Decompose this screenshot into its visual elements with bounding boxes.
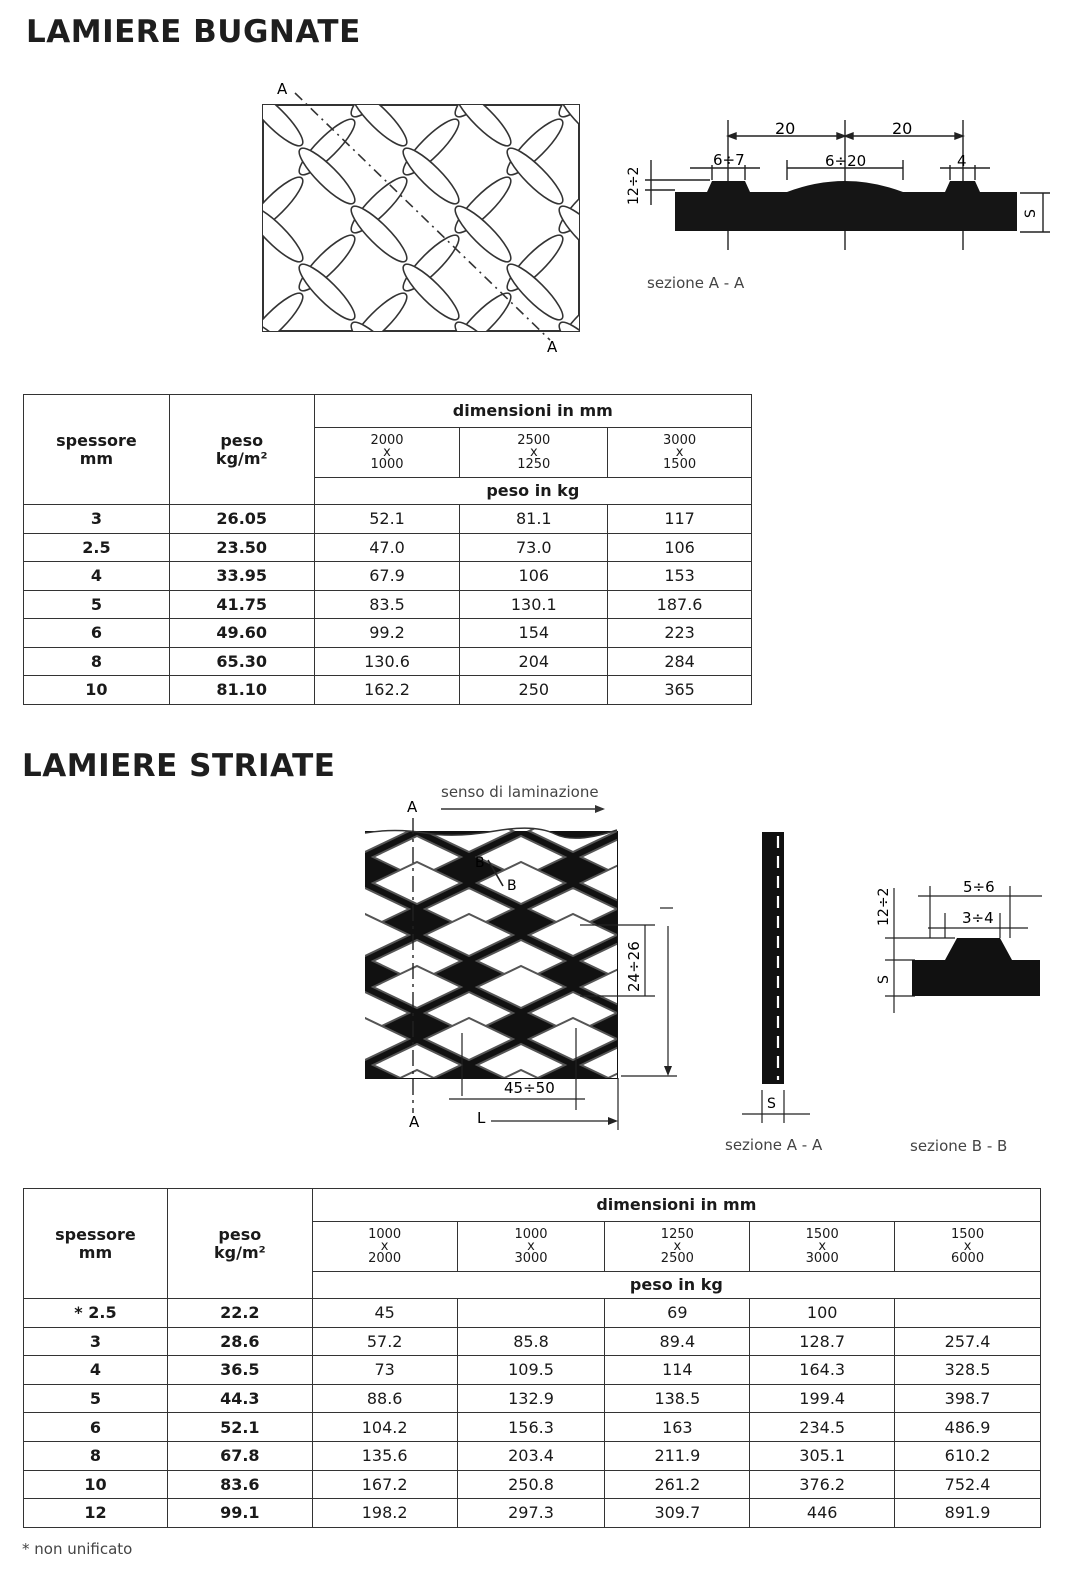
bugnate-cell: 223 [608, 619, 752, 648]
striate-size-4 [895, 1222, 1041, 1272]
bugnate-cell: 83.5 [314, 590, 460, 619]
bugnate-cell: 117 [608, 505, 752, 534]
bugnate-dim-s: S [1023, 209, 1039, 218]
diamond-cell [633, 992, 685, 1034]
plate-label-a-bottom: A [547, 338, 558, 356]
striate-cell: 752.4 [895, 1470, 1041, 1499]
bugnate-cell: 162.2 [314, 676, 460, 705]
bugnate-cell: 33.95 [169, 562, 314, 591]
striate-col-thickness: spessore mm [24, 1189, 168, 1299]
dim-45-50: 45÷50 [504, 1079, 555, 1097]
diamond-cell [355, 836, 357, 878]
striate-cell: 309.7 [605, 1499, 750, 1528]
bugnate-cell: 47.0 [314, 533, 460, 562]
bugnate-dim-6-20: 6÷20 [825, 152, 867, 170]
lentil-boss [293, 345, 361, 358]
striate-size-4-b: 6000 [951, 1250, 985, 1266]
striate-cell: 138.5 [605, 1384, 750, 1413]
striate-table-row [24, 1356, 1041, 1385]
diamond-cell [425, 1122, 513, 1133]
striate-cell: 12 [24, 1499, 168, 1528]
striate-cell: 135.6 [312, 1441, 457, 1470]
striate-table-row [24, 1499, 1041, 1528]
bugnate-cell: 106 [460, 562, 608, 591]
bb-dim-5-6: 5÷6 [963, 878, 995, 896]
bugnate-cell: 250 [460, 676, 608, 705]
striate-size-2-x: x [673, 1238, 682, 1254]
striate-cell: 891.9 [895, 1499, 1041, 1528]
striate-cell: 250.8 [457, 1470, 605, 1499]
striate-size-3 [750, 1222, 895, 1272]
striate-cell: 45 [312, 1299, 457, 1328]
bugnate-cell: 41.75 [169, 590, 314, 619]
striate-size-4-a: 1500 [951, 1226, 985, 1242]
striate-cell: 234.5 [750, 1413, 895, 1442]
bugnate-cell: 4 [24, 562, 170, 591]
striate-weight-header: peso in kg [312, 1272, 1040, 1299]
bugnate-cell: 8 [24, 647, 170, 676]
bugnate-cell: 65.30 [169, 647, 314, 676]
bugnate-size-1 [460, 428, 608, 478]
striate-cell: 52.1 [167, 1413, 312, 1442]
bugnate-table-row [24, 562, 752, 591]
diamond-cell [355, 862, 357, 904]
bugnate-size-2 [608, 428, 752, 478]
striate-cell: 6 [24, 1413, 168, 1442]
bugnate-col-weight: peso kg/m² [169, 395, 314, 505]
striate-cell: 22.2 [167, 1299, 312, 1328]
striate-cell: 297.3 [457, 1499, 605, 1528]
diamond-cell [633, 810, 685, 852]
striate-size-3-a: 1500 [805, 1226, 839, 1242]
tear-plate-drawing [355, 778, 685, 1133]
lentil-boss [397, 78, 465, 94]
striate-size-1-b: 3000 [514, 1250, 548, 1266]
diamond-cell [355, 1070, 357, 1112]
bugnate-dim-6-7: 6÷7 [713, 151, 745, 169]
bugnate-cell: 26.05 [169, 505, 314, 534]
bugnate-cell: 130.6 [314, 647, 460, 676]
diamond-cell [355, 1044, 357, 1086]
bugnate-dim-12-2: 12÷2 [626, 166, 642, 205]
striate-size-0 [312, 1222, 457, 1272]
diamond-cell [529, 1122, 617, 1133]
striate-cell: 211.9 [605, 1441, 750, 1470]
dim-24-26: 24÷26 [625, 941, 643, 992]
bugnate-size-0-b: 1000 [370, 456, 404, 472]
bugnate-cell: 49.60 [169, 619, 314, 648]
lentil-boss [255, 142, 257, 210]
diamond-cell [355, 940, 357, 982]
bugnate-cell: 154 [460, 619, 608, 648]
striate-cell [895, 1299, 1041, 1328]
striate-cell: 8 [24, 1441, 168, 1470]
striate-table-row [24, 1327, 1041, 1356]
striate-cell: 109.5 [457, 1356, 605, 1385]
striate-size-0-x: x [380, 1238, 389, 1254]
bugnate-table-row [24, 619, 752, 648]
bugnate-size-2-x: x [675, 444, 684, 460]
diamond-cell [633, 784, 685, 826]
lentil-boss [255, 229, 257, 297]
bugnate-size-1-x: x [529, 444, 538, 460]
striate-cell: 163 [605, 1413, 750, 1442]
bugnate-table-row [24, 647, 752, 676]
striate-cell: 376.2 [750, 1470, 895, 1499]
striate-size-3-b: 3000 [805, 1250, 839, 1266]
striate-size-0-a: 1000 [368, 1226, 402, 1242]
striate-section-bb [860, 868, 1060, 1158]
bugnate-size-1-b: 1250 [517, 456, 551, 472]
striate-cell: 486.9 [895, 1413, 1041, 1442]
bugnate-size-0 [314, 428, 460, 478]
diamond-cell [355, 778, 357, 800]
bugnate-col-thickness: spessore mm [24, 395, 170, 505]
bb-caption: sezione B - B [910, 1137, 1008, 1155]
lentil-boss [255, 258, 257, 326]
striate-cell: 83.6 [167, 1470, 312, 1499]
title-bugnate: LAMIERE BUGNATE [26, 14, 361, 50]
striate-cell: 203.4 [457, 1441, 605, 1470]
bugnate-cell: 3 [24, 505, 170, 534]
bugnate-cell: 130.1 [460, 590, 608, 619]
bugnate-cell: 67.9 [314, 562, 460, 591]
striate-cell: 164.3 [750, 1356, 895, 1385]
striate-cell: 5 [24, 1384, 168, 1413]
bugnate-cell: 106 [608, 533, 752, 562]
bugnate-cell: 81.10 [169, 676, 314, 705]
diamond-cell [633, 1096, 685, 1133]
bugnate-table-row [24, 676, 752, 705]
striate-table-row [24, 1299, 1041, 1328]
bb-dim-3-4: 3÷4 [962, 909, 994, 927]
striate-cell: 610.2 [895, 1441, 1041, 1470]
diamond-cell [355, 966, 357, 1008]
bugnate-cell: 6 [24, 619, 170, 648]
dim-l: L [477, 1109, 486, 1127]
lentil-boss [255, 78, 257, 94]
bugnate-size-0-x: x [383, 444, 391, 460]
title-striate: LAMIERE STRIATE [22, 748, 336, 784]
striate-cell: 88.6 [312, 1384, 457, 1413]
tear-label-b1: B [475, 855, 485, 871]
striate-cell: 257.4 [895, 1327, 1041, 1356]
striate-cell: 69 [605, 1299, 750, 1328]
bugnate-size-2-a: 3000 [663, 432, 697, 448]
striate-cell: 44.3 [167, 1384, 312, 1413]
bugnate-cell: 284 [608, 647, 752, 676]
bugnate-cell: 73.0 [460, 533, 608, 562]
striate-dims-header: dimensioni in mm [312, 1189, 1040, 1222]
tear-label-a-top: A [407, 798, 418, 816]
bugnate-table-row [24, 533, 752, 562]
plate-label-a-top: A [277, 80, 288, 98]
bugnate-size-0-a: 2000 [370, 432, 404, 448]
bugnate-size-1-a: 2500 [517, 432, 551, 448]
striate-size-2-b: 2500 [660, 1250, 694, 1266]
bugnate-cell: 5 [24, 590, 170, 619]
diamond-cell [355, 1096, 409, 1133]
bugnate-cell: 10 [24, 676, 170, 705]
bugnate-cell: 153 [608, 562, 752, 591]
striate-cell: 198.2 [312, 1499, 457, 1528]
striate-size-2-a: 1250 [660, 1226, 694, 1242]
bugnate-cell: 81.1 [460, 505, 608, 534]
striate-cell: 167.2 [312, 1470, 457, 1499]
bugnate-dim-20-left: 20 [775, 119, 796, 138]
striate-table-row [24, 1413, 1041, 1442]
bugnate-dim-4: 4 [957, 152, 967, 170]
striate-cell: 104.2 [312, 1413, 457, 1442]
striate-size-4-x: x [963, 1238, 972, 1254]
bugnate-table [23, 394, 752, 705]
striate-cell: 57.2 [312, 1327, 457, 1356]
bugnate-section-aa [615, 110, 1060, 300]
striate-cell: 328.5 [895, 1356, 1041, 1385]
checker-plate-drawing [255, 78, 590, 358]
striate-cell: 67.8 [167, 1441, 312, 1470]
bb-dim-12-2: 12÷2 [876, 887, 892, 926]
striate-cell: * 2.5 [24, 1299, 168, 1328]
bugnate-cell: 204 [460, 647, 608, 676]
striate-table-row [24, 1384, 1041, 1413]
striate-cell: 398.7 [895, 1384, 1041, 1413]
bugnate-weight-header: peso in kg [314, 478, 751, 505]
lentil-boss [255, 113, 257, 181]
striate-table-row [24, 1470, 1041, 1499]
striate-cell: 128.7 [750, 1327, 895, 1356]
bugnate-dim-20-right: 20 [892, 119, 913, 138]
striate-cell: 156.3 [457, 1413, 605, 1442]
striate-cell [457, 1299, 605, 1328]
bugnate-dims-header: dimensioni in mm [314, 395, 751, 428]
striate-cell: 89.4 [605, 1327, 750, 1356]
striate-cell: 99.1 [167, 1499, 312, 1528]
bugnate-cell: 52.1 [314, 505, 460, 534]
bugnate-cell: 365 [608, 676, 752, 705]
bugnate-cell: 187.6 [608, 590, 752, 619]
striate-col-weight: peso kg/m² [167, 1189, 312, 1299]
striate-cell: 305.1 [750, 1441, 895, 1470]
striate-cell: 114 [605, 1356, 750, 1385]
bugnate-section-caption: sezione A - A [647, 274, 745, 292]
bugnate-table-row [24, 505, 752, 534]
striate-aa-dim-s: S [767, 1096, 776, 1112]
diamond-cell [355, 784, 409, 826]
diamond-cell [425, 1096, 513, 1133]
tear-label-a-bottom: A [409, 1113, 420, 1131]
tear-label-b2: B [507, 878, 517, 894]
striate-table [23, 1188, 1041, 1528]
lentil-boss [501, 345, 569, 358]
striate-cell: 28.6 [167, 1327, 312, 1356]
striate-cell: 73 [312, 1356, 457, 1385]
striate-size-3-x: x [818, 1238, 827, 1254]
striate-cell: 36.5 [167, 1356, 312, 1385]
striate-size-2 [605, 1222, 750, 1272]
striate-cell: 4 [24, 1356, 168, 1385]
striate-cell: 132.9 [457, 1384, 605, 1413]
lentil-boss [293, 78, 361, 94]
diamond-cell [355, 1122, 409, 1133]
striate-cell: 3 [24, 1327, 168, 1356]
striate-section-aa [720, 828, 840, 1158]
lentil-boss [397, 345, 465, 358]
striate-cell: 85.8 [457, 1327, 605, 1356]
lentil-boss [501, 78, 569, 94]
bugnate-cell: 99.2 [314, 619, 460, 648]
bugnate-cell: 23.50 [169, 533, 314, 562]
striate-size-1-x: x [527, 1238, 535, 1254]
bb-dim-s: S [876, 975, 892, 984]
lentil-boss [255, 345, 257, 358]
striate-cell: 261.2 [605, 1470, 750, 1499]
footnote: * non unificato [22, 1540, 133, 1558]
bugnate-size-2-b: 1500 [663, 456, 697, 472]
diamond-cell [633, 1018, 685, 1060]
diamond-cell [633, 888, 685, 930]
diamond-cell [529, 1096, 617, 1133]
rolling-direction-label: senso di laminazione [441, 783, 599, 801]
striate-size-0-b: 2000 [368, 1250, 402, 1266]
striate-cell: 10 [24, 1470, 168, 1499]
striate-cell: 100 [750, 1299, 895, 1328]
diamond-cell [633, 1122, 685, 1133]
striate-cell: 199.4 [750, 1384, 895, 1413]
striate-cell: 446 [750, 1499, 895, 1528]
striate-aa-caption: sezione A - A [725, 1136, 823, 1154]
bugnate-table-row [24, 590, 752, 619]
striate-size-1-a: 1000 [514, 1226, 548, 1242]
striate-table-row [24, 1441, 1041, 1470]
striate-size-1 [457, 1222, 605, 1272]
bugnate-cell: 2.5 [24, 533, 170, 562]
